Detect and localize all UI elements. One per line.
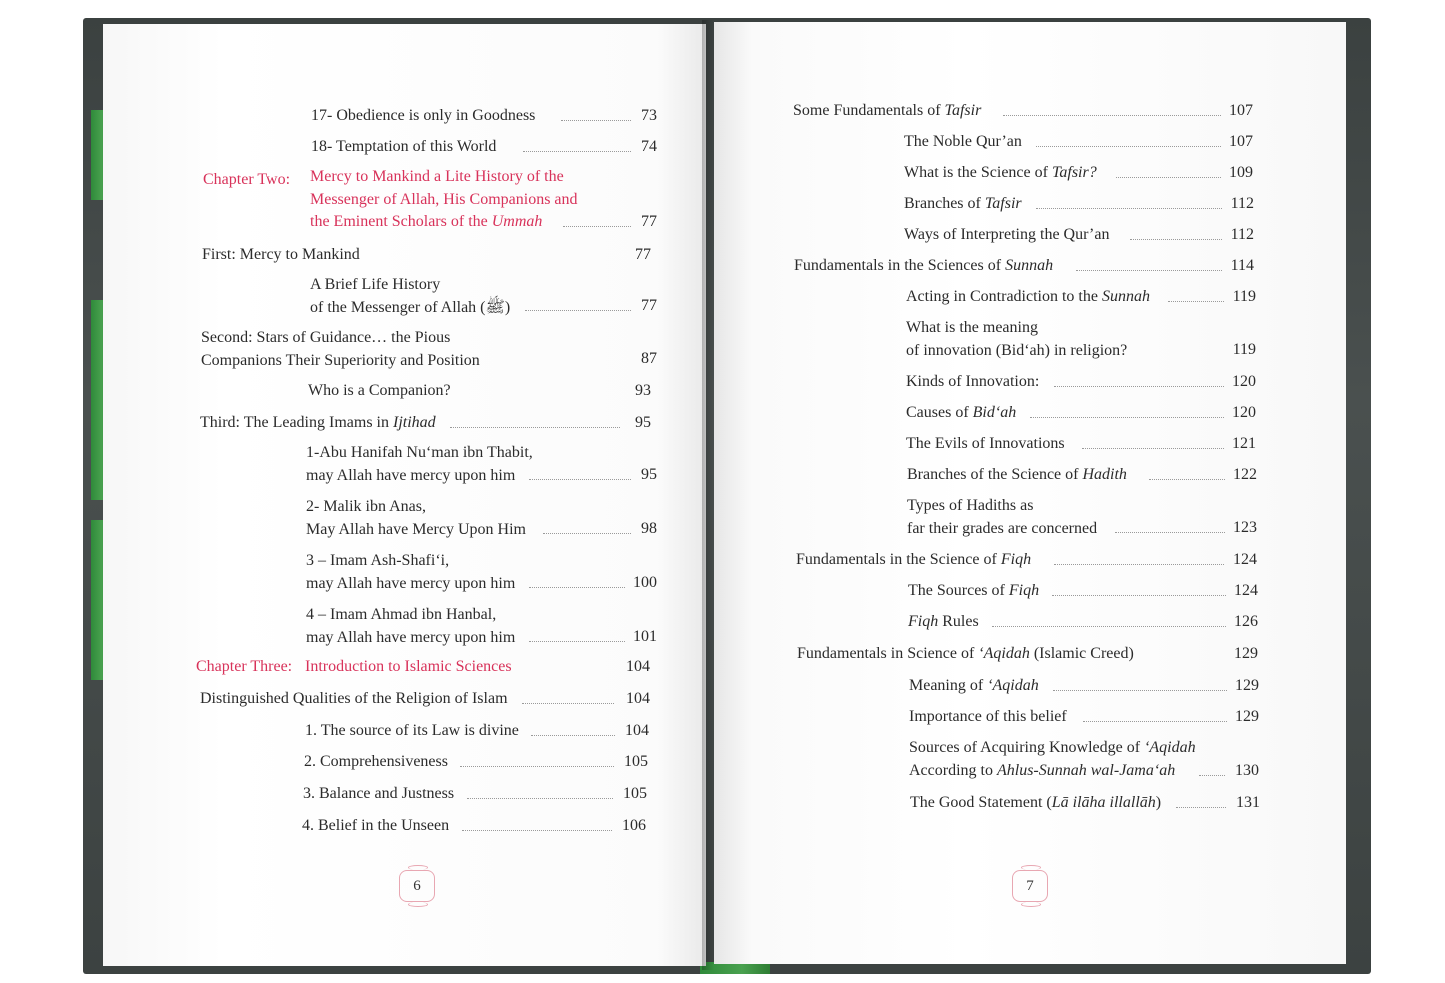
toc-entry-title [796, 549, 1031, 571]
toc-entry-text: Third: The Leading Imams in [200, 414, 389, 431]
toc-entry-title: 3. Balance and Justness [303, 785, 455, 802]
toc-entry-text: Acting in Contradiction to the [906, 288, 1098, 305]
toc-entry-text: Causes of [906, 404, 969, 421]
dot-leader [1052, 595, 1226, 596]
toc-page-number: 98 [641, 520, 657, 537]
toc-entry-line: Types of Hadiths as [907, 497, 1034, 514]
dot-leader [1083, 721, 1227, 722]
toc-entry-line: may Allah have mercy upon him [306, 574, 516, 592]
toc-page-number: 130 [1235, 762, 1259, 779]
toc-entry-title [910, 792, 1161, 814]
dot-leader [1036, 146, 1221, 147]
toc-entry-italic: Fiqh [1000, 551, 1032, 568]
toc-page-number: 122 [1233, 466, 1257, 483]
dot-leader [529, 587, 625, 588]
toc-entry-line: may Allah have mercy upon him [306, 466, 516, 484]
dot-leader [450, 427, 620, 428]
chapter-label: Chapter Two: [203, 171, 291, 188]
dot-leader [1053, 690, 1227, 691]
dot-leader [563, 226, 631, 227]
dot-leader [1130, 239, 1222, 240]
toc-entry-italic: Lā ilāha illallāh [1051, 794, 1156, 811]
toc-page-number: 104 [625, 722, 649, 739]
toc-page-number: 101 [633, 628, 657, 645]
toc-entry-line: What is the meaning [906, 319, 1038, 336]
toc-entry-title [907, 495, 1097, 540]
dot-leader [1054, 386, 1224, 387]
page-number: 7 [1012, 870, 1048, 902]
toc-page-number: 119 [1232, 288, 1256, 305]
dot-leader [460, 766, 614, 767]
toc-page-number: 107 [1229, 133, 1253, 150]
toc-page-number: 105 [624, 753, 648, 770]
toc-entry-title [797, 643, 1134, 665]
toc-entry-title [906, 402, 1016, 424]
chapter-title-line: the Eminent Scholars of the [310, 213, 488, 230]
toc-entry-title: The Noble Qur’an [904, 133, 1022, 150]
toc-entry-title [908, 611, 979, 633]
toc-entry-title: Importance of this belief [909, 708, 1067, 725]
toc-page-number: 123 [1233, 519, 1257, 536]
dot-leader [543, 533, 631, 534]
dot-leader [1149, 479, 1225, 480]
toc-entry-title: 18- Temptation of this World [311, 138, 497, 155]
toc-page-number: 129 [1235, 708, 1259, 725]
toc-entry-line: A Brief Life History [310, 276, 441, 293]
toc-entry-title [906, 317, 1127, 362]
toc-page-number: 100 [633, 574, 657, 591]
toc-page-number: 120 [1232, 373, 1256, 390]
toc-page-number: 95 [641, 466, 657, 483]
toc-page-number: 129 [1235, 677, 1259, 694]
toc-entry-line: of innovation (Bid‘ah) in religion? [906, 341, 1128, 359]
toc-entry-text: ) [1155, 794, 1162, 811]
toc-entry-line: 4 – Imam Ahmad ibn Hanbal, [306, 606, 497, 623]
toc-entry-line: Sources of Acquiring Knowledge of [909, 739, 1141, 756]
toc-entry-italic: Ijtihad [393, 414, 436, 431]
toc-page-number: 129 [1234, 645, 1258, 662]
toc-entry-title: 4. Belief in the Unseen [302, 817, 450, 834]
toc-page-number: 105 [623, 785, 647, 802]
toc-page-number: 124 [1233, 551, 1257, 568]
toc-page-number: 77 [635, 246, 651, 263]
toc-entry-line: far their grades are concerned [907, 519, 1098, 537]
toc-entry-italic: Ahlus-Sunnah wal-Jama‘ah [996, 761, 1176, 779]
dot-leader [523, 151, 631, 152]
toc-page-number: 112 [1230, 195, 1254, 212]
toc-entry-text: Fundamentals in the Sciences of [794, 257, 1002, 274]
right-page [714, 22, 1346, 964]
toc-page-number: 95 [635, 414, 651, 431]
toc-entry-line: 2- Malik ibn Anas, [306, 498, 426, 515]
toc-page-number: 93 [635, 382, 651, 399]
dot-leader [529, 479, 631, 480]
dot-leader [1082, 448, 1224, 449]
dot-leader [1054, 564, 1224, 565]
toc-entry-italic: Hadith [1082, 466, 1127, 483]
toc-entry-line: Second: Stars of Guidance… the Pious [201, 329, 451, 346]
toc-entry-title [310, 274, 510, 319]
dot-leader [1030, 417, 1224, 418]
toc-entry-title [909, 675, 1039, 697]
toc-page-number: 73 [641, 107, 657, 124]
dot-leader [1076, 270, 1222, 271]
toc-entry-line: of the Messenger of Allah (ﷺ) [310, 298, 511, 316]
page-number: 6 [399, 870, 435, 902]
toc-page-number: 74 [641, 138, 657, 155]
dot-leader [1168, 301, 1224, 302]
toc-entry-italic: Tafsir [984, 195, 1022, 212]
toc-entry-title [306, 550, 515, 595]
dot-leader [462, 830, 612, 831]
toc-entry-italic: Tafsir [944, 102, 982, 119]
toc-entry-title [794, 255, 1053, 277]
toc-entry-title [201, 327, 480, 372]
toc-entry-text: Fundamentals in Science of [797, 645, 975, 662]
toc-entry-title [907, 464, 1127, 486]
dot-leader [1176, 807, 1226, 808]
toc-page-number: 104 [626, 690, 650, 707]
chapter-label: Chapter Three: [196, 658, 293, 675]
toc-entry-title [306, 604, 515, 649]
toc-entry-title: Ways of Interpreting the Qur’an [904, 226, 1110, 243]
dot-leader [1115, 532, 1225, 533]
toc-entry-italic: ‘Aqidah [987, 677, 1039, 694]
toc-entry-text: (Islamic Creed) [1033, 645, 1134, 662]
toc-entry-line: 1-Abu Hanifah Nu‘man ibn Thabit, [306, 444, 533, 461]
toc-entry-line: 3 – Imam Ash-Shafi‘i, [306, 552, 450, 569]
toc-entry-title [908, 580, 1039, 602]
toc-entry-line: Companions Their Superiority and Position [201, 351, 480, 369]
toc-page-number: 119 [1232, 341, 1256, 358]
toc-entry-text: What is the Science of [904, 164, 1048, 181]
toc-page-number: 77 [641, 213, 657, 230]
dot-leader [1116, 177, 1221, 178]
book-spine [702, 20, 722, 970]
dot-leader [525, 310, 631, 311]
dot-leader [1003, 115, 1221, 116]
dot-leader [1199, 775, 1225, 776]
toc-page-number: 104 [626, 658, 650, 675]
toc-entry-title: 17- Obedience is only in Goodness [311, 107, 536, 124]
toc-entry-text: The Sources of [908, 582, 1005, 599]
toc-entry-title [200, 412, 436, 434]
toc-page-number: 77 [641, 297, 657, 314]
toc-page-number: 107 [1229, 102, 1253, 119]
toc-entry-title: 1. The source of its Law is divine [305, 722, 519, 739]
toc-page-number: 87 [641, 350, 657, 367]
toc-entry-title [906, 286, 1150, 308]
toc-page-number: 109 [1229, 164, 1253, 181]
toc-entry-text: Meaning of [909, 677, 984, 694]
chapter-title-line: Mercy to Mankind a Lite History of the [310, 168, 564, 185]
toc-entry-title: Distinguished Qualities of the Religion of Islam [200, 690, 508, 707]
toc-entry-line: may Allah have mercy upon him [306, 628, 516, 646]
toc-page-number: 124 [1234, 582, 1258, 599]
toc-entry-line: May Allah have Mercy Upon Him [306, 520, 526, 538]
toc-entry-text: The Good Statement ( [910, 794, 1052, 811]
toc-entry-italic: Tafsir? [1051, 164, 1097, 181]
toc-entry-title [909, 737, 1196, 782]
toc-entry-italic: Fiqh [1008, 582, 1040, 599]
toc-entry-italic: Bid‘ah [972, 404, 1017, 421]
toc-entry-title: First: Mercy to Mankind [202, 246, 360, 263]
dot-leader [467, 798, 613, 799]
toc-page-number: 121 [1232, 435, 1256, 452]
toc-entry-title [306, 496, 526, 541]
dot-leader [522, 703, 614, 704]
toc-page-number: 112 [1230, 226, 1254, 243]
toc-entry-italic: Fiqh [908, 613, 939, 630]
dot-leader [561, 120, 631, 121]
toc-entry-italic: ‘Aqidah [978, 645, 1030, 662]
toc-entry-title: The Evils of Innovations [906, 435, 1065, 452]
chapter-title-line: Messenger of Allah, His Companions and [310, 190, 578, 208]
toc-page-number: 114 [1230, 257, 1254, 274]
toc-entry-italic: ‘Aqidah [1144, 739, 1196, 756]
chapter-title [310, 166, 578, 234]
toc-page-number: 131 [1236, 794, 1260, 811]
dot-leader [529, 641, 625, 642]
toc-entry-text: Branches of [904, 195, 981, 212]
toc-entry-title: Who is a Companion? [308, 382, 451, 399]
toc-entry-line: According to [909, 761, 993, 779]
toc-entry-italic: Sunnah [1101, 288, 1150, 305]
toc-entry-title: 2. Comprehensiveness [304, 753, 448, 770]
chapter-title: Introduction to Islamic Sciences [305, 658, 512, 675]
dot-leader [1036, 208, 1222, 209]
left-page [103, 24, 706, 966]
toc-entry-text: Fundamentals in the Science of [796, 551, 997, 568]
toc-entry-title: Kinds of Innovation: [906, 373, 1040, 390]
dot-leader [531, 735, 615, 736]
toc-entry-text: Branches of the Science of [907, 466, 1079, 483]
toc-page-number: 120 [1232, 404, 1256, 421]
toc-entry-text: Rules [942, 613, 979, 630]
toc-page-number: 126 [1234, 613, 1258, 630]
toc-entry-title [904, 193, 1022, 215]
toc-entry-title [904, 162, 1097, 184]
toc-page-number: 106 [622, 817, 646, 834]
toc-entry-title [793, 100, 981, 122]
toc-entry-text: Some Fundamentals of [793, 102, 941, 119]
toc-entry-title [306, 442, 533, 487]
chapter-title-italic: Ummah [491, 213, 543, 230]
toc-entry-italic: Sunnah [1005, 257, 1054, 274]
dot-leader [992, 626, 1226, 627]
